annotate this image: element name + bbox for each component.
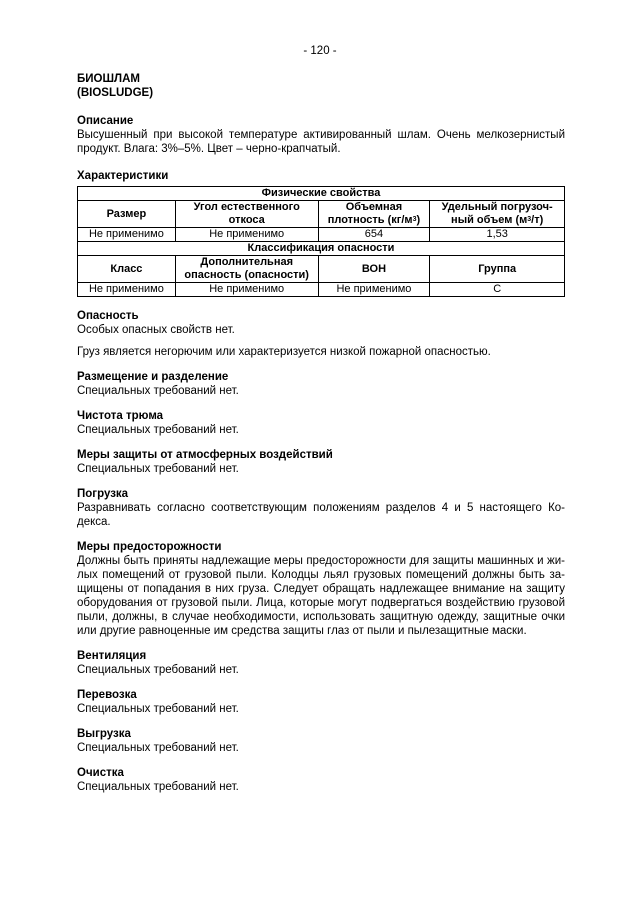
hold-cleanliness-section — [77, 409, 565, 437]
carriage-heading: Перевозка — [77, 689, 137, 701]
col-volume-header: Удельный погрузоч-ный объем $(м^3/т)$ — [430, 201, 565, 228]
physical-properties-header: Физические свойства — [78, 187, 565, 201]
loading-section — [77, 487, 565, 529]
stowage-section — [77, 370, 565, 398]
cargo-title-ru: БИОШЛАМ — [77, 73, 140, 85]
val-volume: 1,53 — [430, 228, 565, 242]
carriage-section — [77, 688, 565, 716]
description-heading: Описание — [77, 115, 134, 127]
discharge-text: Специальных требований нет. — [77, 742, 239, 754]
characteristics-section — [77, 169, 565, 297]
document-body — [77, 72, 565, 794]
clean-up-section — [77, 766, 565, 794]
col-size-header: Размер — [78, 201, 176, 228]
loading-heading: Погрузка — [77, 488, 129, 500]
col-group-header: Группа — [430, 256, 565, 283]
hazard-text-1: Особых опасных свойств нет. — [77, 324, 235, 336]
ventilation-heading: Вентиляция — [77, 650, 147, 662]
description-section — [77, 114, 565, 156]
val-angle: Не применимо — [175, 228, 318, 242]
stowage-heading: Размещение и разделение — [77, 371, 229, 383]
cargo-title-en: (BIOSLUDGE) — [77, 87, 154, 99]
val-density: 654 — [318, 228, 430, 242]
loading-text: Разравнивать согласно соответствующим положениям разделов 4 и 5 настоящего Ко-декса. — [77, 502, 565, 528]
val-size: Не применимо — [78, 228, 176, 242]
stowage-text: Специальных требований нет. — [77, 385, 239, 397]
clean-up-text: Специальных требований нет. — [77, 781, 239, 793]
val-additional: Не применимо — [175, 283, 318, 297]
val-class: Не применимо — [78, 283, 176, 297]
ventilation-text: Специальных требований нет. — [77, 664, 239, 676]
description-text: Высушенный при высокой температуре активированный шлам. Очень мелкозернистый продукт. Влага: 3%–5%. Цвет – черно-крапчатый. — [77, 129, 565, 155]
weather-text: Специальных требований нет. — [77, 463, 239, 475]
ventilation-section — [77, 649, 565, 677]
characteristics-table — [77, 186, 565, 297]
col-bon-header: ВОН — [318, 256, 430, 283]
characteristics-heading: Характеристики — [77, 170, 169, 182]
hold-cleanliness-text: Специальных требований нет. — [77, 424, 239, 436]
precautions-section — [77, 540, 565, 638]
weather-heading: Меры защиты от атмосферных воздействий — [77, 449, 333, 461]
hazard-classification-header: Классификация опасности — [78, 242, 565, 256]
val-group: С — [430, 283, 565, 297]
col-additional-header: Дополнительная опасность (опасности) — [175, 256, 318, 283]
discharge-heading: Выгрузка — [77, 728, 131, 740]
hazard-heading: Опасность — [77, 310, 139, 322]
discharge-section — [77, 727, 565, 755]
col-class-header: Класс — [78, 256, 176, 283]
carriage-text: Специальных требований нет. — [77, 703, 239, 715]
page-number: - 120 - — [303, 45, 337, 57]
cargo-title — [77, 72, 565, 100]
precautions-heading: Меры предосторожности — [77, 541, 222, 553]
hazard-text-2: Груз является негорючим или характеризуется низкой пожарной опасностью. — [77, 346, 491, 358]
clean-up-heading: Очистка — [77, 767, 124, 779]
precautions-text: Должны быть приняты надлежащие меры предосторожности для защиты машинных и жи-лых помещений от грузовой пыли. Колодцы льял грузовых помещений должны быть за-щищены от попадания в них груза. Следует обращать надлежащее внимание на защиту оборудования от грузовой пыли. Лица, которые могут подвергаться воздействию грузовой пыли, должны, в случае необходимости, использовать защитную одежду, защитные очки или другие равноценные им средства защиты глаз от пыли и пылезащитные маски. — [77, 555, 565, 637]
weather-section — [77, 448, 565, 476]
hazard-section — [77, 309, 565, 359]
col-density-header: Объемная плотность $(кг/м^3)$ — [318, 201, 430, 228]
val-bon: Не применимо — [318, 283, 430, 297]
col-angle-header: Угол естественного откоса — [175, 201, 318, 228]
hold-cleanliness-heading: Чистота трюма — [77, 410, 164, 422]
